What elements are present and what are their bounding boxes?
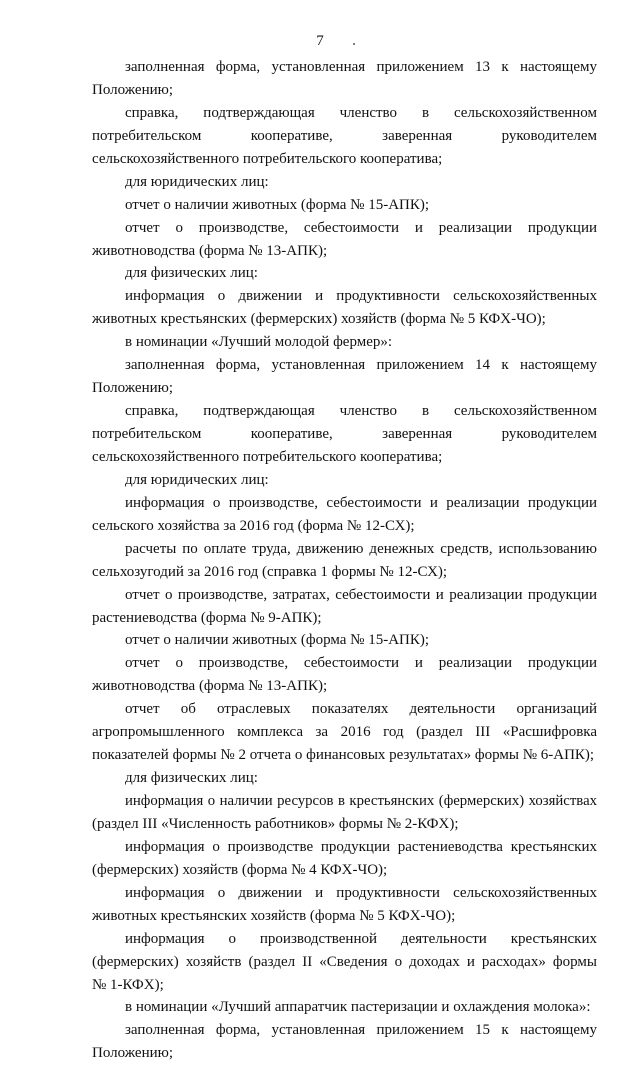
text-line: информация о производственной деятельности крестьянских xyxy=(125,930,597,947)
text-line: отчет о производстве, себестоимости и реализации продукции xyxy=(125,655,597,672)
text-line: отчет о производстве, затратах, себестоимости и реализации продукции xyxy=(125,586,597,603)
text-line: отчет об отраслевых показателях деятельности организаций xyxy=(125,701,597,718)
text-line: Положению; xyxy=(92,380,173,397)
text-line: для физических лиц: xyxy=(125,265,258,282)
text-line: растениеводства (форма № 9-АПК); xyxy=(92,609,322,626)
text-line: животных крестьянских (фермерских) хозяйств (форма № 5 КФХ-ЧО); xyxy=(92,311,546,328)
text-line: № 1-КФХ); xyxy=(92,976,164,993)
text-line: потребительском кооперативе, заверенная руководителем xyxy=(92,426,597,442)
text-line: в номинации «Лучший молодой фермер»: xyxy=(125,334,393,351)
text-line: расчеты по оплате труда, движению денежных средств, использованию xyxy=(125,540,597,557)
text-line: информация о производстве, себестоимости и реализации продукции xyxy=(125,494,597,511)
text-line: животноводства (форма № 13-АПК); xyxy=(92,678,328,695)
text-line: для физических лиц: xyxy=(125,770,258,787)
scan-speck xyxy=(353,43,355,45)
text-line: показателей формы № 2 отчета о финансовых результатах» формы № 6-АПК); xyxy=(92,747,595,764)
text-line: для юридических лиц: xyxy=(125,471,269,488)
text-line: (раздел III «Численность работников» формы № 2-КФХ); xyxy=(92,815,459,832)
text-line: животных крестьянских хозяйств (форма № 5 КФХ-ЧО); xyxy=(92,907,456,924)
text-line: (фермерских) хозяйств (раздел II «Сведения о доходах и расходах» формы xyxy=(92,953,597,970)
text-line: потребительском кооперативе, заверенная руководителем xyxy=(92,127,597,144)
text-line: заполненная форма, установленная приложением 15 к настоящему xyxy=(125,1022,597,1039)
text-line: информация о наличии ресурсов в крестьянских (фермерских) хозяйствах xyxy=(125,793,597,809)
text-line: в номинации «Лучший аппаратчик пастеризации и охлаждения молока»: xyxy=(125,999,591,1016)
text-line: сельскохозяйственного потребительского кооператива; xyxy=(92,448,443,465)
text-line: агропромышленного комплекса за 2016 год (раздел III «Расшифровка xyxy=(92,724,597,741)
text-line: для юридических лиц: xyxy=(125,173,269,190)
text-line: сельскохозяйственного потребительского кооператива; xyxy=(92,150,443,167)
text-line: заполненная форма, установленная приложением 14 к настоящему xyxy=(125,357,597,374)
text-line: информация о движении и продуктивности сельскохозяйственных xyxy=(125,884,597,901)
text-line: сельхозугодий за 2016 год (справка 1 формы № 12-СХ); xyxy=(92,563,448,580)
text-line: сельского хозяйства за 2016 год (форма № 12-СХ); xyxy=(92,517,415,534)
page-number: 7 xyxy=(316,33,324,49)
text-line: информация о производстве продукции растениеводства крестьянских xyxy=(125,838,597,855)
text-line: отчет о наличии животных (форма № 15-АПК); xyxy=(125,196,430,213)
text-line: заполненная форма, установленная приложением 13 к настоящему xyxy=(125,59,597,75)
text-line: Положению; xyxy=(92,81,173,98)
text-line: информация о движении и продуктивности сельскохозяйственных xyxy=(125,288,597,305)
text-line: Положению; xyxy=(92,1045,173,1062)
text-line: справка, подтверждающая членство в сельскохозяйственном xyxy=(125,403,597,420)
text-line: справка, подтверждающая членство в сельскохозяйственном xyxy=(125,104,597,121)
text-line: (фермерских) хозяйств (форма № 4 КФХ-ЧО); xyxy=(92,861,388,878)
text-line: животноводства (форма № 13-АПК); xyxy=(92,242,328,259)
text-line: отчет о наличии животных (форма № 15-АПК); xyxy=(125,632,430,649)
text-line: отчет о производстве, себестоимости и реализации продукции xyxy=(125,219,597,236)
document-body xyxy=(92,56,597,1065)
